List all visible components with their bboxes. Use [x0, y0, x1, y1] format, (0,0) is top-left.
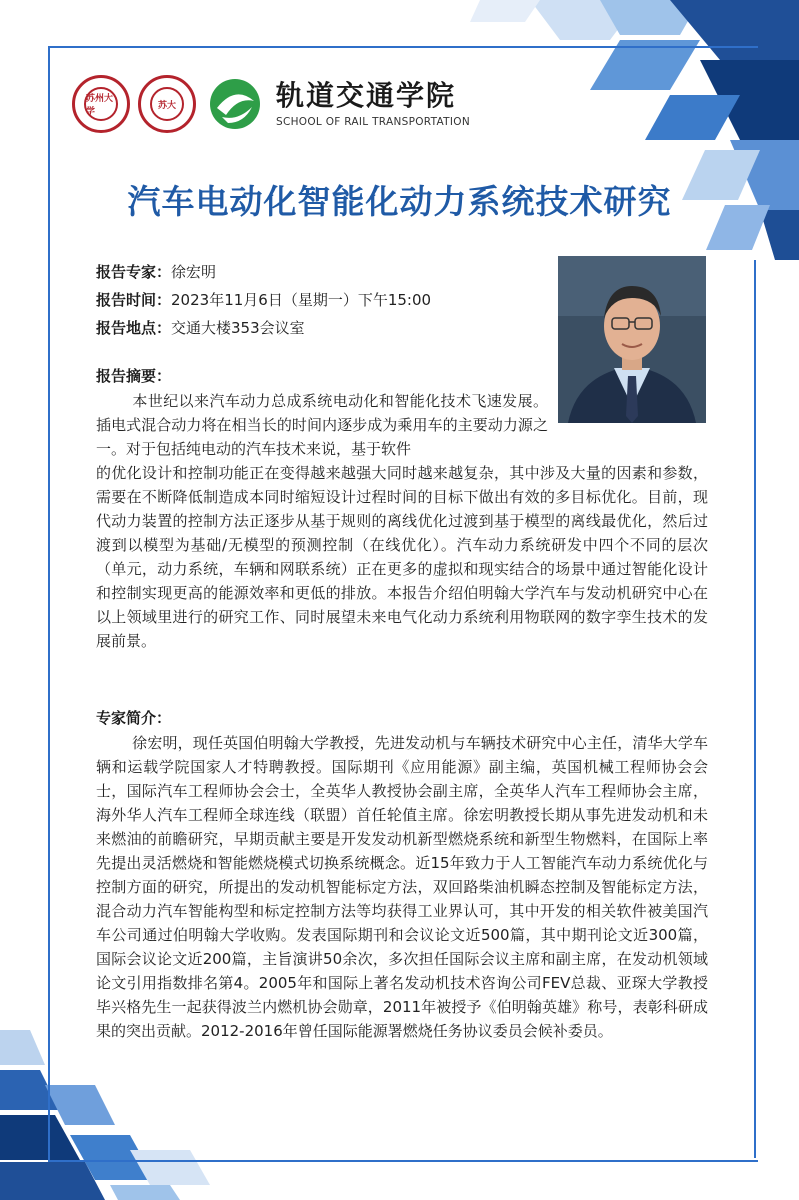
university-seal-2 — [138, 75, 196, 133]
abstract-text-part1 — [96, 389, 548, 461]
university-seal-1-label: 苏州大学 — [84, 87, 118, 121]
place-row — [96, 314, 431, 342]
abstract-heading: 报告摘要： — [96, 367, 172, 385]
school-name-cn: 轨道交通学院 — [276, 79, 457, 112]
time-label: 报告时间： — [96, 291, 172, 309]
bio-content: 徐宏明，现任英国伯明翰大学教授，先进发动机与车辆技术研究中心主任，清华大学车辆和运载学院国家人才特聘教授。国际期刊《应用能源》副主编，英国机械工程师协会会士，国际汽车工程师协会会士，全英华人教授协会副主席，全英华人汽车工程师协会主席，海外华人汽车工程师全球连线（联盟）首任轮值主席。徐宏明教授长期从事先进发动机和未来燃油的前瞻研究，早期贡献主要是开发发动机新型燃烧系统和新型生物燃料，在国际上率先提出灵活燃烧和智能燃烧模式切换系统概念。近15年致力于人工智能汽车动力系统优化与控制方面的研究，所提出的发动机智能标定方法，双回路柴油机瞬态控制及智能标定方法，混合动力汽车智能构型和标定控制方法等均获得工业界认可，其中开发的相关软件被美国汽车公司通过伯明翰大学收购。发表国际期刊和会议论文近500篇，其中期刊论文近300篇，国际会议论文近200篇，主旨演讲50余次，多次担任国际会议主席和副主席，在发动机领域论文引用指数排名第4。2005年和国际上著名发动机技术咨询公司FEV总裁、亚琛大学教授毕兴格先生一起获得波兰内燃机协会勋章，2011年被授予《伯明翰英雄》称号，表彰科研成果的突出贡献。2012-2016年曾任国际能源署燃烧任务协议委员会候补委员。 — [96, 734, 708, 1040]
expert-label: 报告专家： — [96, 263, 172, 281]
school-logo-icon — [208, 77, 262, 131]
school-name — [276, 80, 470, 128]
content-frame-right-edge — [754, 260, 756, 1158]
expert-value: 徐宏明 — [171, 263, 217, 281]
university-seal-2-label: 苏大 — [150, 87, 184, 121]
speaker-photo — [558, 256, 706, 423]
time-row — [96, 286, 431, 314]
time-value: 2023年11月6日（星期一）下午15:00 — [171, 291, 432, 309]
place-value: 交通大楼353会议室 — [171, 319, 305, 337]
header-logos — [72, 72, 470, 136]
bio-heading: 专家简介： — [96, 709, 172, 727]
page-title: 汽车电动化智能化动力系统技术研究 — [127, 182, 672, 221]
abstract-text-part2: 的优化设计和控制功能正在变得越来越强大同时越来越复杂，其中涉及大量的因素和参数，需要在不断降低制造成本同时缩短设计过程时间的目标下做出有效的多目标优化。目前，现代动力装置的控制方法正逐步从基于规则的离线优化过渡到基于模型的离线最优化，然后过渡到以模型为基础/无模型的预测控制（在线优化）。汽车动力系统研发中四个不同的层次（单元，动力系统，车辆和网联系统）正在更多的虚拟和现实结合的场景中通过智能化设计和控制实现更高的能源效率和更低的排放。本报告介绍伯明翰大学汽车与发动机研究中心在以上领域里进行的研究工作、同时展望未来电气化动力系统利用物联网的数字孪生技术的发展前景。 — [96, 464, 708, 650]
abstract-part1-content: 本世纪以来汽车动力总成系统电动化和智能化技术飞速发展。插电式混合动力将在相当长的时间内逐步成为乘用车的主要动力源之一。对于包括纯电动的汽车技术来说，基于软件 — [96, 392, 548, 458]
expert-row — [96, 258, 431, 286]
report-info — [96, 258, 431, 342]
university-seal-1 — [72, 75, 130, 133]
school-name-en: SCHOOL OF RAIL TRANSPORTATION — [276, 116, 470, 128]
place-label: 报告地点： — [96, 319, 172, 337]
bio-text — [96, 731, 708, 1043]
